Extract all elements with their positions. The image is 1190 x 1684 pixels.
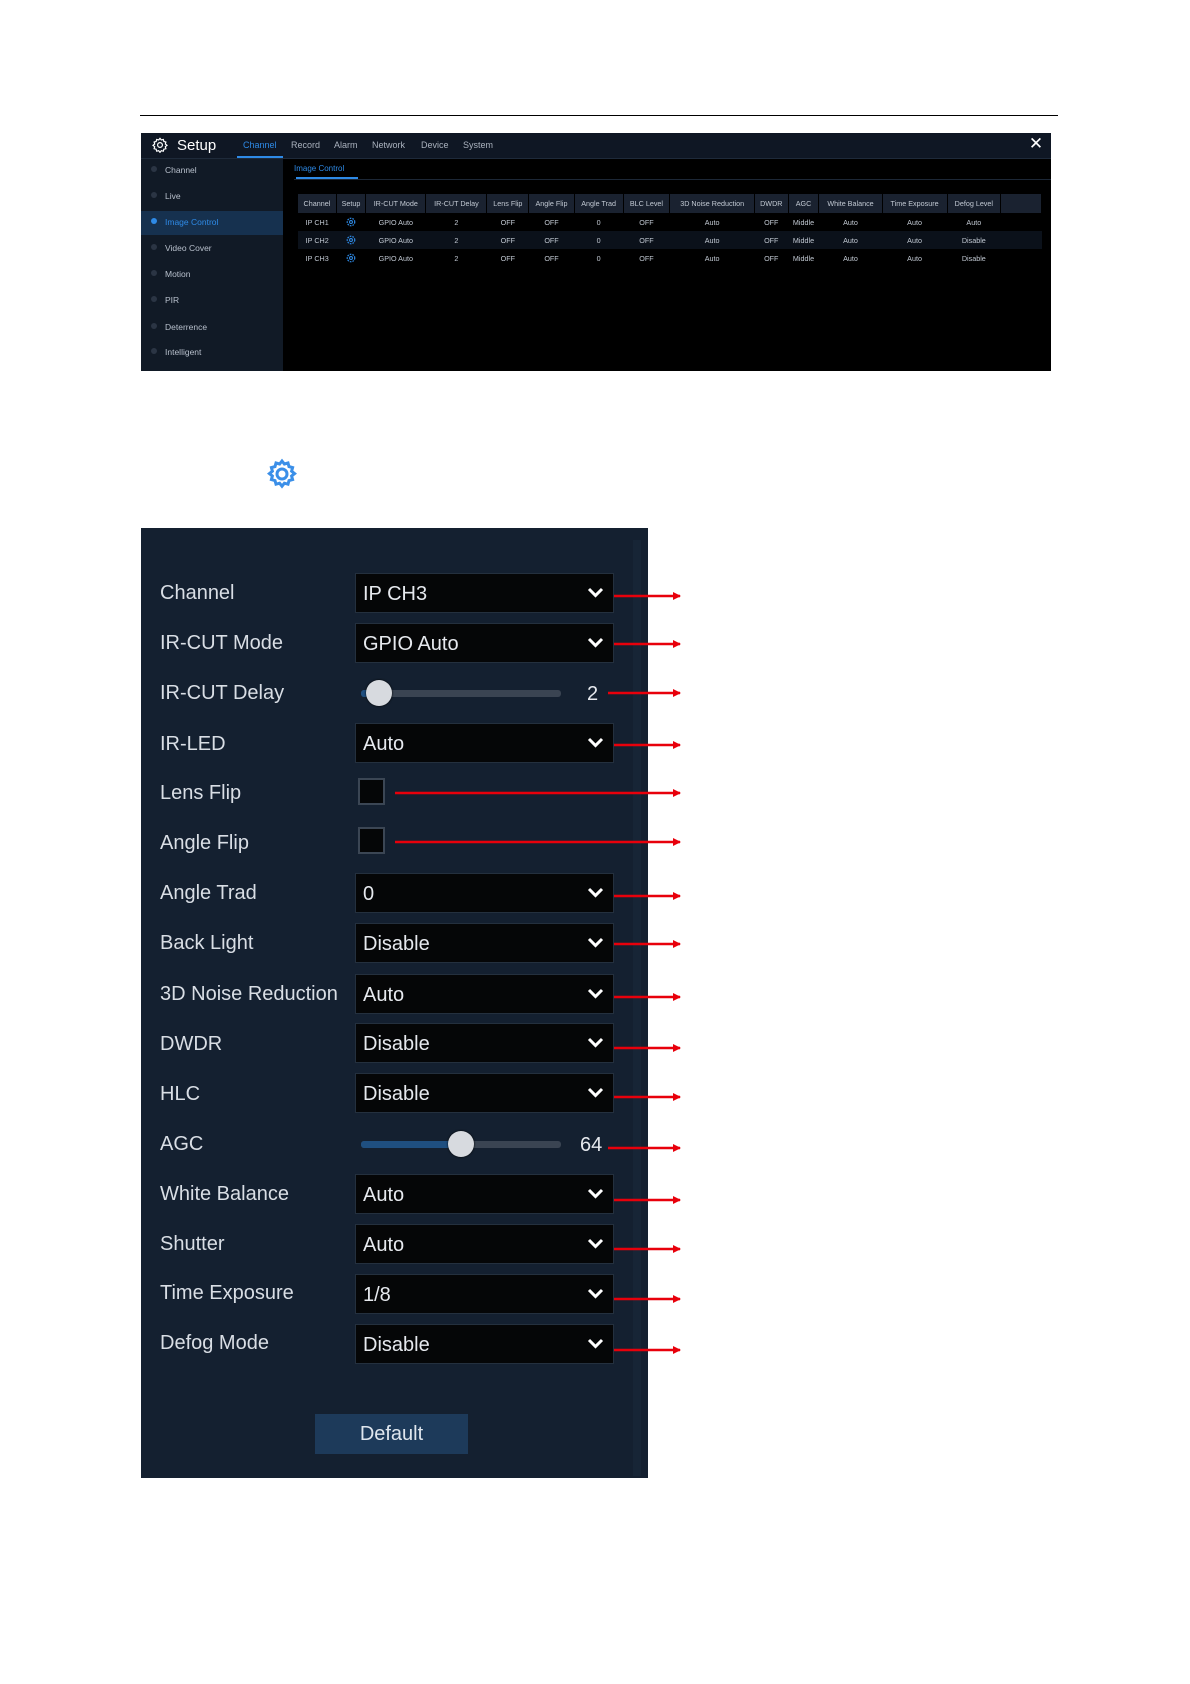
table-cell: OFF	[500, 253, 516, 263]
table-cell: OFF	[623, 231, 670, 249]
nav-channel[interactable]: Channel	[243, 140, 277, 150]
column-header: BLC Level	[623, 194, 670, 213]
shutter-label: Shutter	[160, 1233, 225, 1255]
irled-label: IR-LED	[160, 733, 226, 755]
agc-value: 64	[580, 1134, 603, 1156]
table-cell: Auto	[819, 231, 882, 249]
nav-record[interactable]: Record	[291, 140, 321, 150]
agc-label: AGC	[160, 1133, 204, 1155]
table-cell: Auto	[843, 217, 858, 227]
table-cell: Disable	[961, 253, 986, 263]
dwdr-label: DWDR	[160, 1033, 223, 1055]
sidebar-item-label: Video Cover	[165, 243, 212, 253]
time-exposure-value: 1/8	[363, 1284, 391, 1306]
noise-reduction-value: Auto	[363, 984, 405, 1006]
table-cell: OFF	[544, 253, 559, 263]
table-cell: Auto	[704, 217, 720, 227]
angle-trad-value: 0	[363, 883, 375, 905]
column-header: DWDR	[754, 194, 788, 213]
table-cell: 2	[426, 231, 487, 249]
hlc-value: Disable	[363, 1083, 430, 1105]
nav-device[interactable]: Device	[421, 140, 449, 150]
sidebar-item-label: Image Control	[165, 217, 219, 227]
table-cell: OFF	[754, 231, 788, 249]
table-cell: OFF	[639, 217, 654, 227]
column-header: AGC	[788, 194, 819, 213]
table-cell: OFF	[500, 217, 516, 227]
hlc-label: HLC	[160, 1083, 201, 1105]
table-cell: Auto	[907, 217, 922, 227]
sidebar-item-label: Motion	[165, 269, 191, 279]
close-icon[interactable]: ✕	[1028, 134, 1044, 153]
sidebar-item-label: Live	[165, 191, 181, 201]
column-header: Setup	[336, 194, 365, 213]
column-header: IR-CUT Mode	[366, 194, 426, 213]
nav-alarm[interactable]: Alarm	[334, 140, 358, 150]
table-cell: IP CH1	[305, 217, 329, 227]
column-header: 3D Noise Reduction	[670, 194, 755, 213]
table-cell: IP CH3	[305, 253, 329, 263]
table-cell: Middle	[792, 253, 815, 263]
back-light-label: Back Light	[160, 932, 254, 954]
defog-mode-label: Defog Mode	[160, 1332, 269, 1354]
ircut-mode-value: GPIO Auto	[363, 633, 459, 655]
table-cell: Auto	[670, 231, 755, 249]
time-exposure-label: Time Exposure	[160, 1282, 294, 1304]
table-cell: IP CH2	[298, 231, 336, 249]
column-header: Defog Level	[947, 194, 1000, 213]
table-cell: Auto	[966, 217, 982, 227]
table-cell: Middle	[792, 217, 815, 227]
table-cell: OFF	[544, 217, 559, 227]
table-cell: OFF	[764, 253, 779, 263]
default-button[interactable]: Default	[315, 1414, 468, 1454]
column-header: IR-CUT Delay	[426, 194, 487, 213]
ircut-delay-value: 2	[587, 683, 599, 705]
column-header: Lens Flip	[487, 194, 529, 213]
column-header: Angle Trad	[574, 194, 623, 213]
angle-flip-label: Angle Flip	[160, 832, 249, 854]
setup-title: Setup	[177, 137, 217, 154]
table-cell: Middle	[788, 231, 819, 249]
tab-image-control[interactable]: Image Control	[294, 164, 345, 173]
sidebar-item-label: Deterrence	[165, 322, 208, 332]
table-cell: OFF	[764, 217, 779, 227]
column-header: Time Exposure	[882, 194, 947, 213]
table-cell: Auto	[882, 231, 947, 249]
channel-value: IP CH3	[363, 583, 428, 605]
shutter-value: Auto	[363, 1234, 405, 1256]
table-cell: 0	[596, 217, 601, 227]
dwdr-value: Disable	[363, 1033, 430, 1055]
table-cell: Auto	[907, 253, 922, 263]
defog-mode-value: Disable	[363, 1334, 430, 1356]
angle-trad-label: Angle Trad	[160, 882, 257, 904]
table-cell: OFF	[639, 253, 654, 263]
table-cell: GPIO Auto	[378, 253, 413, 263]
table-cell: OFF	[487, 231, 529, 249]
table-cell: OFF	[529, 231, 574, 249]
table-cell: GPIO Auto	[366, 231, 426, 249]
column-header: White Balance	[819, 194, 882, 213]
table-cell: Disable	[947, 231, 1000, 249]
table-cell: 0	[596, 253, 601, 263]
ircut-delay-label: IR-CUT Delay	[160, 682, 285, 704]
nav-network[interactable]: Network	[372, 140, 406, 150]
table-cell: 2	[454, 217, 459, 227]
table-cell: 2	[454, 253, 459, 263]
table-cell: GPIO Auto	[378, 217, 413, 227]
noise-reduction-label: 3D Noise Reduction	[160, 983, 338, 1005]
ircut-mode-label: IR-CUT Mode	[160, 632, 283, 654]
nav-system[interactable]: System	[463, 140, 494, 150]
sidebar-item-label: Channel	[165, 165, 197, 175]
back-light-value: Disable	[363, 933, 430, 955]
column-header: Channel	[298, 194, 336, 213]
irled-value: Auto	[363, 733, 405, 755]
sidebar-item-label: Intelligent	[165, 347, 202, 357]
white-balance-value: Auto	[363, 1184, 405, 1206]
white-balance-label: White Balance	[160, 1183, 289, 1205]
table-cell: Auto	[704, 253, 720, 263]
lens-flip-label: Lens Flip	[160, 782, 242, 804]
channel-label: Channel	[160, 582, 235, 604]
column-header: Angle Flip	[529, 194, 574, 213]
table-cell: Auto	[843, 253, 858, 263]
table-cell: 0	[574, 231, 623, 249]
sidebar-item-label: PIR	[165, 295, 180, 305]
